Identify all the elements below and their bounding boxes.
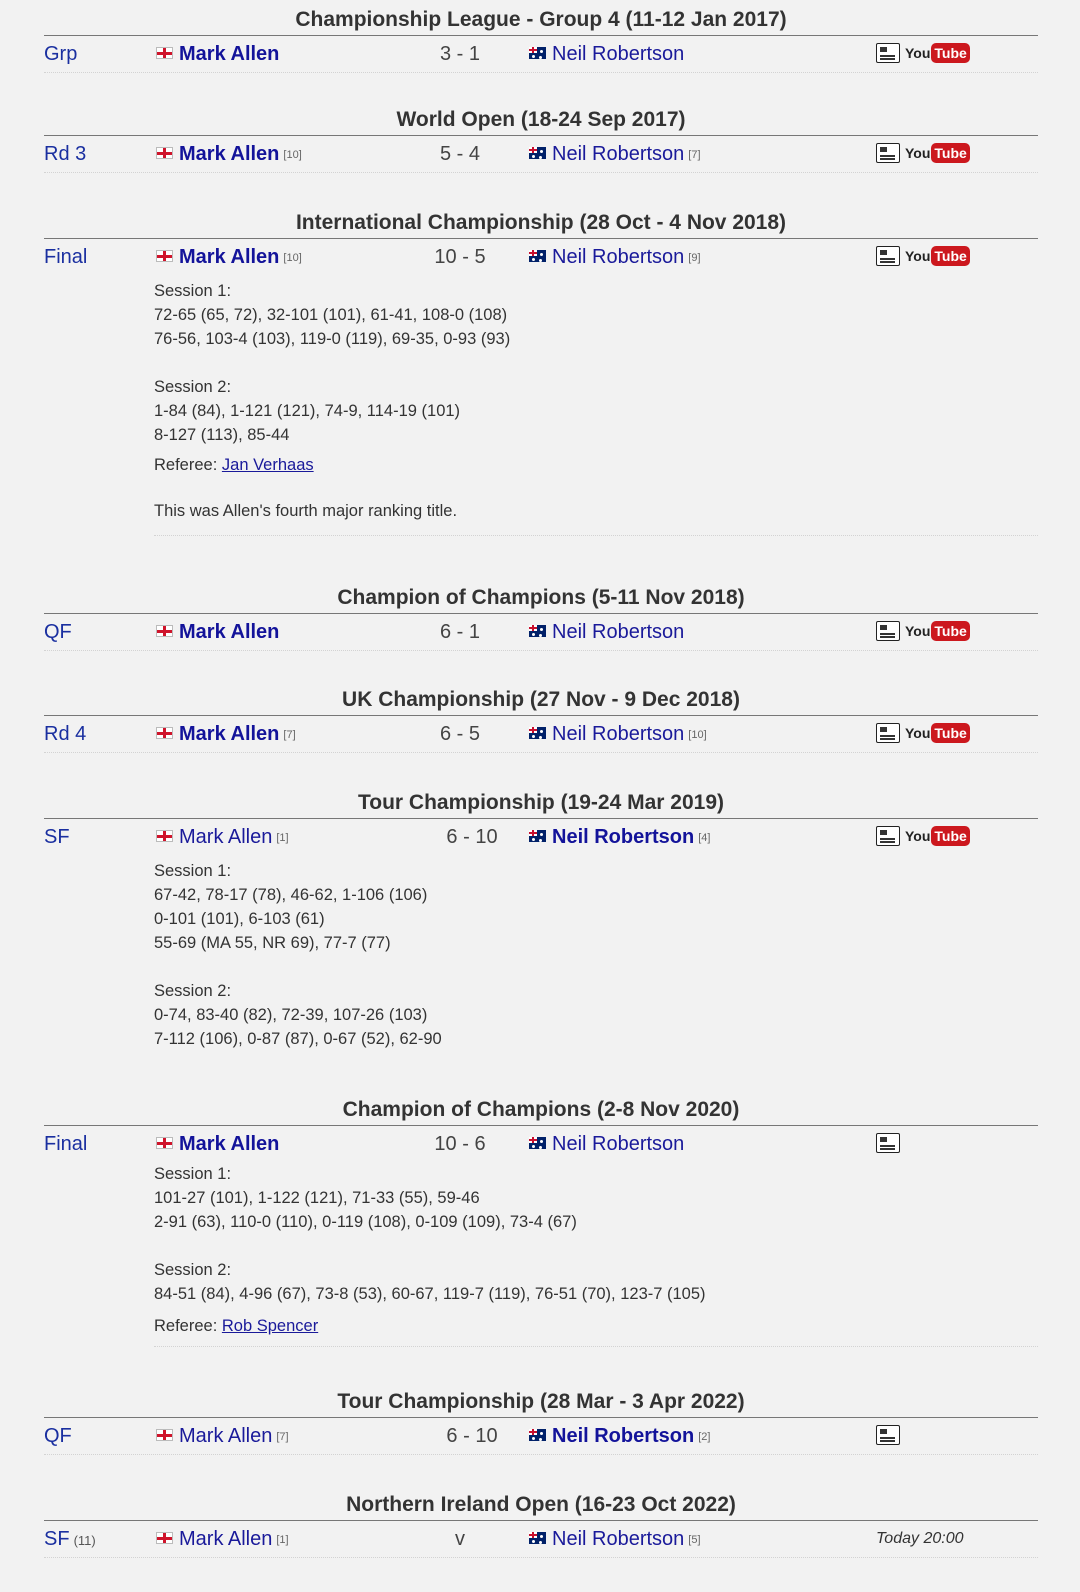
scoresheet-icon[interactable] — [876, 826, 900, 846]
tournament-title[interactable]: Championship League - Group 4 (11-12 Jan 2017) — [295, 8, 787, 31]
match-row — [44, 36, 1038, 73]
player2-seed: [7] — [688, 148, 701, 161]
tournament-title[interactable]: World Open (18-24 Sep 2017) — [396, 108, 686, 131]
player1 — [156, 1521, 289, 1558]
player2-link[interactable]: Neil Robertson — [552, 1425, 695, 1447]
player1 — [156, 614, 279, 650]
player1-link[interactable]: Mark Allen — [179, 1528, 273, 1550]
match-score: 6 - 10 — [446, 826, 498, 848]
frame-scores: 2-91 (63), 110-0 (110), 0-119 (108), 0-109 (109), 73-4 (67) — [154, 1213, 577, 1231]
player2-link[interactable]: Neil Robertson — [552, 1528, 685, 1550]
tournament-block — [44, 5, 1038, 73]
media-links — [876, 621, 970, 643]
media-links — [876, 1425, 900, 1447]
frame-scores: 84-51 (84), 4-96 (67), 73-8 (53), 60-67, 119-7 (119), 76-51 (70), 123-7 (105) — [154, 1285, 706, 1303]
player1-seed: [7] — [283, 728, 296, 741]
tournament-title[interactable]: Champion of Champions (2-8 Nov 2020) — [342, 1098, 740, 1121]
player1 — [156, 136, 302, 173]
player1-link[interactable]: Mark Allen — [179, 43, 280, 65]
session-label: Session 2: — [154, 982, 232, 1000]
match-score: 6 - 10 — [446, 1425, 498, 1447]
player2 — [529, 1126, 684, 1162]
round-link[interactable]: Grp — [44, 43, 78, 65]
player1-link[interactable]: Mark Allen — [179, 1133, 280, 1155]
tournament-title[interactable]: Champion of Champions (5-11 Nov 2018) — [337, 586, 745, 609]
england-flag-icon — [156, 727, 173, 739]
frame-scores: 0-101 (101), 6-103 (61) — [154, 910, 325, 928]
england-flag-icon — [156, 147, 173, 159]
tournament-title[interactable]: International Championship (28 Oct - 4 Nov 2018) — [295, 211, 787, 234]
round-link[interactable]: QF — [44, 621, 72, 643]
match-details — [154, 279, 1038, 536]
round-link[interactable]: Final — [44, 246, 88, 268]
match-score: 5 - 4 — [439, 143, 481, 165]
media-links — [876, 826, 970, 848]
player1-seed: [10] — [283, 251, 302, 264]
match-score: 6 - 1 — [439, 621, 481, 643]
match-details — [154, 1162, 1038, 1347]
match-time: Today 20:00 — [876, 1530, 964, 1547]
scoresheet-icon[interactable] — [876, 723, 900, 743]
england-flag-icon — [156, 625, 173, 637]
player1-link[interactable]: Mark Allen — [179, 143, 280, 165]
round-link[interactable]: SF — [44, 1528, 70, 1550]
session-label: Session 2: — [154, 1261, 232, 1279]
media-links — [876, 723, 970, 745]
scoresheet-icon[interactable] — [876, 1133, 900, 1153]
round-link[interactable]: Rd 3 — [44, 143, 87, 165]
england-flag-icon — [156, 47, 173, 59]
tournament-block — [44, 208, 1038, 536]
youtube-icon[interactable]: You Tube — [905, 43, 970, 63]
player2 — [529, 36, 684, 72]
match-row — [44, 1126, 1038, 1162]
player2 — [529, 239, 701, 276]
player1-link[interactable]: Mark Allen — [179, 246, 280, 268]
player2-link[interactable]: Neil Robertson — [552, 43, 685, 65]
player2 — [529, 136, 701, 173]
match-score: 6 - 5 — [439, 723, 481, 745]
match-note: This was Allen's fourth major ranking title. — [154, 502, 458, 520]
match-details — [154, 859, 1038, 1091]
youtube-icon[interactable]: You Tube — [905, 826, 970, 846]
frame-scores: 67-42, 78-17 (78), 46-62, 1-106 (106) — [154, 886, 428, 904]
match-row — [44, 819, 1038, 855]
player2 — [529, 1418, 710, 1455]
player2-link[interactable]: Neil Robertson — [552, 1133, 685, 1155]
media-links — [876, 246, 970, 268]
australia-flag-icon — [529, 1137, 546, 1149]
player1-seed: [7] — [276, 1430, 289, 1443]
player1-link[interactable]: Mark Allen — [179, 1425, 273, 1447]
round-link[interactable]: QF — [44, 1425, 72, 1447]
match-row — [44, 239, 1038, 275]
player2-seed: [5] — [688, 1533, 701, 1546]
australia-flag-icon — [529, 830, 546, 842]
media-links — [876, 143, 970, 165]
player1 — [156, 36, 279, 72]
referee: Referee: Jan Verhaas — [154, 456, 314, 474]
tournament-title[interactable]: Northern Ireland Open (16-23 Oct 2022) — [346, 1493, 736, 1516]
player1-link[interactable]: Mark Allen — [179, 621, 280, 643]
youtube-icon[interactable]: You Tube — [905, 246, 970, 266]
frame-scores: 7-112 (106), 0-87 (87), 0-67 (52), 62-90 — [154, 1030, 442, 1048]
player2 — [529, 1521, 701, 1558]
player2-seed: [4] — [698, 831, 711, 844]
scoresheet-icon[interactable] — [876, 143, 900, 163]
tournament-block — [44, 1387, 1038, 1455]
australia-flag-icon — [529, 1532, 546, 1544]
player1-seed: [10] — [283, 148, 302, 161]
youtube-icon[interactable]: You Tube — [905, 621, 970, 641]
player2-link[interactable]: Neil Robertson — [552, 826, 695, 848]
player2-link[interactable]: Neil Robertson — [552, 143, 685, 165]
round-match-number: (11) — [73, 1533, 96, 1548]
player2-link[interactable]: Neil Robertson — [552, 246, 685, 268]
england-flag-icon — [156, 250, 173, 262]
frame-scores: 0-74, 83-40 (82), 72-39, 107-26 (103) — [154, 1006, 428, 1024]
match-score: 3 - 1 — [439, 43, 481, 65]
frame-scores: 72-65 (65, 72), 32-101 (101), 61-41, 108-0 (108) — [154, 306, 508, 324]
player2-seed: [9] — [688, 251, 701, 264]
tournament-block — [44, 788, 1038, 1091]
session-label: Session 1: — [154, 282, 232, 300]
round-link[interactable]: Rd 4 — [44, 723, 87, 745]
session-label: Session 2: — [154, 378, 232, 396]
scoresheet-icon[interactable] — [876, 1425, 900, 1445]
round-link[interactable]: SF — [44, 826, 70, 848]
player1-link[interactable]: Mark Allen — [179, 723, 280, 745]
player1 — [156, 1126, 279, 1162]
frame-scores: 76-56, 103-4 (103), 119-0 (119), 69-35, 0-93 (93) — [154, 330, 511, 348]
england-flag-icon — [156, 1532, 173, 1544]
match-row — [44, 1521, 1038, 1558]
media-links — [876, 43, 970, 65]
player1 — [156, 1418, 289, 1455]
player2-link[interactable]: Neil Robertson — [552, 723, 685, 745]
frame-scores: 8-127 (113), 85-44 — [154, 426, 290, 444]
australia-flag-icon — [529, 47, 546, 59]
frame-scores: 1-84 (84), 1-121 (121), 74-9, 114-19 (101) — [154, 402, 461, 420]
australia-flag-icon — [529, 625, 546, 637]
player2-seed: [2] — [698, 1430, 711, 1443]
frame-scores: 101-27 (101), 1-122 (121), 71-33 (55), 59-46 — [154, 1189, 480, 1207]
match-row — [44, 1418, 1038, 1455]
tournament-block — [44, 583, 1038, 651]
scoresheet-icon[interactable] — [876, 43, 900, 63]
player2-link[interactable]: Neil Robertson — [552, 621, 685, 643]
player1 — [156, 819, 289, 856]
tournament-block — [44, 105, 1038, 173]
australia-flag-icon — [529, 250, 546, 262]
tournament-block — [44, 1490, 1038, 1558]
player1 — [156, 716, 296, 753]
match-score: 10 - 5 — [434, 246, 486, 268]
australia-flag-icon — [529, 1429, 546, 1441]
player1-link[interactable]: Mark Allen — [179, 826, 273, 848]
tournament-title[interactable]: Tour Championship (19-24 Mar 2019) — [357, 791, 725, 814]
australia-flag-icon — [529, 147, 546, 159]
session-label: Session 1: — [154, 862, 232, 880]
player1 — [156, 239, 302, 276]
round — [44, 1521, 96, 1559]
round-link[interactable]: Final — [44, 1133, 88, 1155]
match-row — [44, 136, 1038, 173]
tournament-title[interactable]: UK Championship (27 Nov - 9 Dec 2018) — [342, 688, 740, 711]
england-flag-icon — [156, 1137, 173, 1149]
player2-seed: [10] — [688, 728, 707, 741]
session-label: Session 1: — [154, 1165, 232, 1183]
youtube-icon[interactable]: You Tube — [905, 143, 970, 163]
referee: Referee: Rob Spencer — [154, 1317, 319, 1335]
referee-link[interactable]: Jan Verhaas — [221, 456, 314, 474]
player1-seed: [1] — [276, 1533, 289, 1546]
match-row — [44, 614, 1038, 651]
player1-seed: [1] — [276, 831, 289, 844]
tournament-block — [44, 1095, 1038, 1347]
england-flag-icon — [156, 830, 173, 842]
player2 — [529, 819, 710, 856]
frame-scores: 55-69 (MA 55, NR 69), 77-7 (77) — [154, 934, 391, 952]
scoresheet-icon[interactable] — [876, 246, 900, 266]
match-score: 10 - 6 — [434, 1133, 486, 1155]
england-flag-icon — [156, 1429, 173, 1441]
australia-flag-icon — [529, 727, 546, 739]
tournament-block — [44, 685, 1038, 753]
media-links — [876, 1133, 900, 1155]
match-score: v — [455, 1528, 465, 1550]
player2 — [529, 614, 684, 650]
match-row — [44, 716, 1038, 753]
tournament-title[interactable]: Tour Championship (28 Mar - 3 Apr 2022) — [337, 1390, 745, 1413]
player2 — [529, 716, 707, 753]
scoresheet-icon[interactable] — [876, 621, 900, 641]
referee-link[interactable]: Rob Spencer — [221, 1317, 319, 1335]
youtube-icon[interactable]: You Tube — [905, 723, 970, 743]
